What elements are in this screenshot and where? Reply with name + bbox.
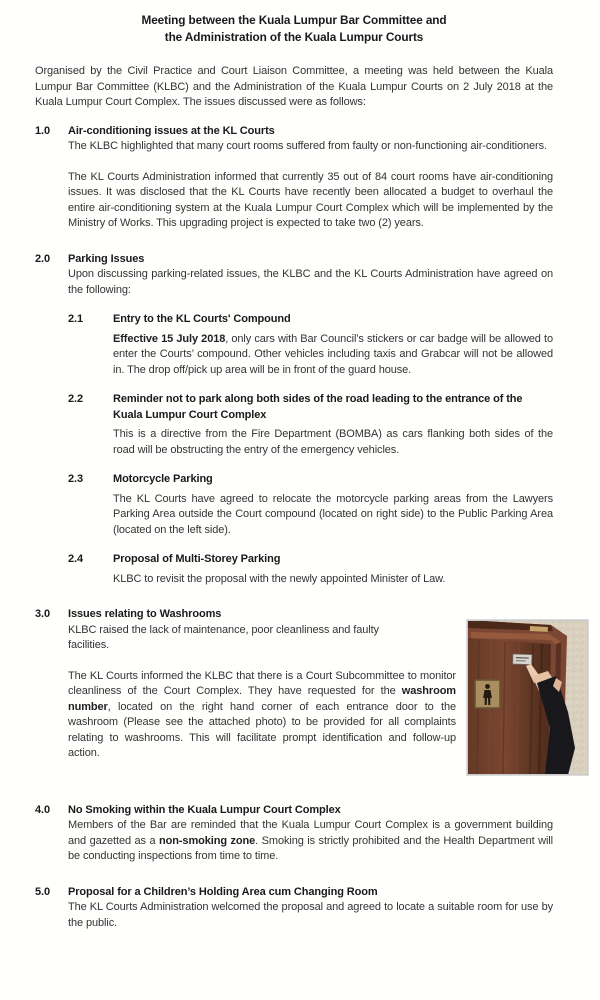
section-air-conditioning xyxy=(35,124,553,232)
subsection-multi-storey-parking xyxy=(68,552,553,587)
subsection-paragraph: KLBC to revisit the proposal with the newly appointed Minister of Law. xyxy=(113,572,446,585)
section-number: 2.0 xyxy=(35,252,50,265)
section-childrens-holding-area xyxy=(35,885,553,932)
section-paragraph: The KL Courts Administration welcomed the proposal and agreed to locate a suitable room for use by the public. xyxy=(68,901,553,929)
washroom-door-photo xyxy=(466,619,589,776)
washroom-door-photo-graphic xyxy=(467,620,588,775)
section-heading: Issues relating to Washrooms xyxy=(68,608,222,620)
title-line-2: the Administration of the Kuala Lumpur Courts xyxy=(164,29,424,44)
subsection-heading: Motorcycle Parking xyxy=(113,473,213,485)
section-heading: Parking Issues xyxy=(68,252,145,265)
subsection-paragraph: The KL Courts have agreed to relocate the motorcycle parking areas from the Lawyers Parking Area outside the Court compound (located on right side) to the Public Parking Area (located on the left side). xyxy=(113,492,553,536)
section-paragraph: The KLBC highlighted that many court rooms suffered from faulty or non-functioning air-conditioners. xyxy=(68,140,547,152)
section-number: 5.0 xyxy=(35,885,50,898)
intro-paragraph: Organised by the Civil Practice and Court Liaison Committee, a meeting was held between the Kuala Lumpur Bar Committee (KLBC) and the Administration of the Kuala Lumpur Courts on 2 July 2018 at the Kuala Lumpur Court Complex. The issues discussed were as follows: xyxy=(35,65,553,108)
subsection-number: 2.4 xyxy=(68,553,83,565)
subsection-entry-compound xyxy=(68,312,553,378)
section-heading: No Smoking within the Kuala Lumpur Court Complex xyxy=(68,803,341,816)
washroom-number-sign xyxy=(513,654,532,665)
subsection-number: 2.1 xyxy=(68,313,83,325)
section-no-smoking xyxy=(35,803,553,865)
section-washrooms xyxy=(35,607,553,783)
section-paragraph: Members of the Bar are reminded that the Kuala Lumpur Court Complex is a government building and gazetted as a non-smoking zone. Smoking is strictly prohibited and the Health Department will be conducting inspections from time to time. xyxy=(68,819,553,862)
section-number: 1.0 xyxy=(35,124,50,137)
subsection-heading: Entry to the KL Courts' Compound xyxy=(113,313,291,325)
subsection-number: 2.2 xyxy=(68,393,83,405)
subsection-motorcycle-parking xyxy=(68,472,553,538)
section-paragraph: The KL Courts informed the KLBC that there is a Court Subcommittee to monitor cleanliness of the Court Complex. They have requested for the washroom number, located on the right hand corner of each entrance door to the washroom (Please see the attached photo) to be provided for all complaints relating to washrooms. This will facilitate prompt identification and follow-up action. xyxy=(68,669,456,759)
section-paragraph: The KL Courts Administration informed that currently 35 out of 84 court rooms have air-conditioning issues. It was disclosed that the KL Courts have recently been allocated a budget to overhaul the entire air-conditioning system at the Kuala Lumpur Court Complex which will be implemented by the Ministry of Works. This upgrading project is expected to take two (2) years. xyxy=(68,170,553,229)
subsection-no-parking-roadside xyxy=(68,392,553,458)
section-parking-issues xyxy=(35,252,553,588)
section-paragraph: Upon discussing parking-related issues, the KLBC and the KL Courts Administration have agreed on the following: xyxy=(68,268,553,296)
subsection-number: 2.3 xyxy=(68,473,83,485)
subsection-paragraph: Effective 15 July 2018, only cars with Bar Council’s stickers or car badge will be allowed to enter the Courts’ compound. Other vehicles including taxis and Grabcar will not be allowed in. The drop off/pick up area will be in front of the guard house. xyxy=(113,332,553,376)
document-title xyxy=(35,12,553,45)
door-closer xyxy=(530,626,548,632)
subsection-paragraph: This is a directive from the Fire Department (BOMBA) as cars flanking both sides of the road will be obstructing the entry of the emergency vehicles. xyxy=(113,428,553,456)
section-heading: Proposal for a Children’s Holding Area cum Changing Room xyxy=(68,885,378,898)
section-paragraph: KLBC raised the lack of maintenance, poor cleanliness and faulty facilities. xyxy=(68,623,379,651)
subsection-heading: Proposal of Multi-Storey Parking xyxy=(113,553,281,565)
section-number: 3.0 xyxy=(35,608,50,620)
title-line-1: Meeting between the Kuala Lumpur Bar Committee and xyxy=(141,13,447,27)
section-number: 4.0 xyxy=(35,803,50,816)
male-washroom-sign-icon xyxy=(475,680,500,708)
subsection-heading: Reminder not to park along both sides of the road leading to the entrance of the Kuala Lumpur Court Complex xyxy=(113,393,523,421)
section-heading: Air-conditioning issues at the KL Courts xyxy=(68,124,275,137)
